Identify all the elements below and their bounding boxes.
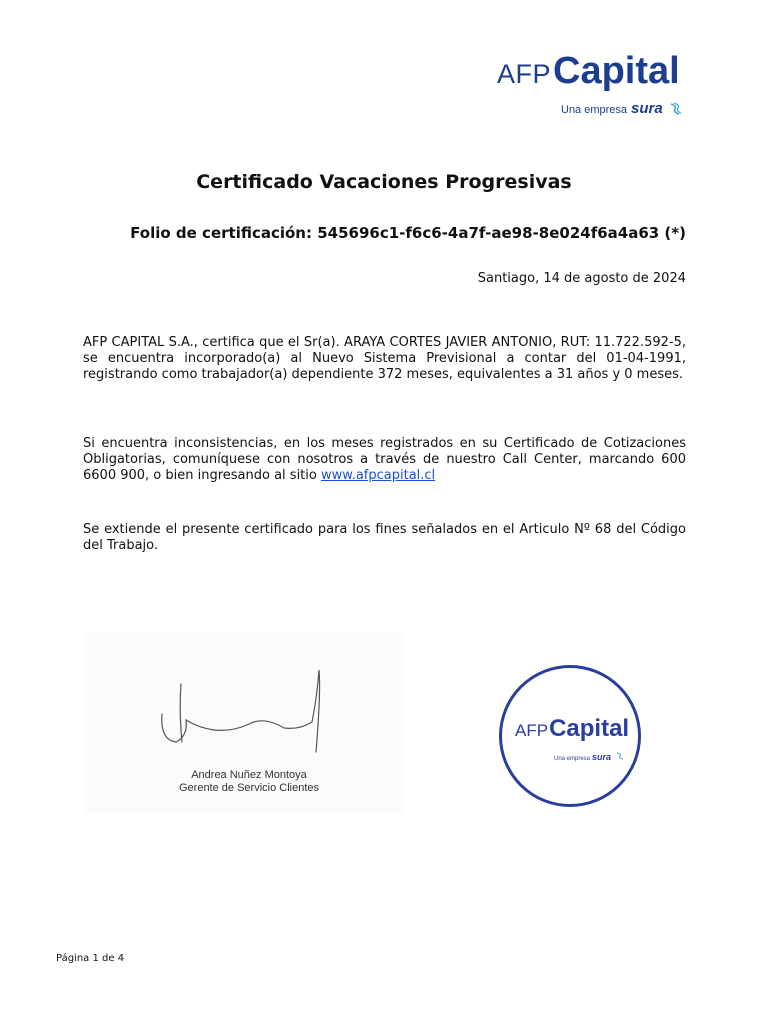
signature-block: [84, 632, 404, 814]
afp-website-link[interactable]: www.afpcapital.cl: [320, 468, 436, 483]
place-date: Santiago, 14 de agosto de 2024: [477, 271, 686, 286]
stamp-sura-wave-icon: [616, 751, 624, 761]
company-stamp: [499, 665, 641, 807]
sura-wave-icon: [669, 101, 681, 117]
stamp-capital-text: Capital: [549, 715, 630, 742]
folio-number: Folio de certificación: 545696c1-f6c6-4a7f-ae98-8e024f6a4a63 (*): [130, 224, 686, 242]
logo-tagline-text: Una empresa: [561, 104, 628, 116]
logo-wordmark: [497, 50, 680, 93]
logo-tagline: [561, 98, 681, 117]
stamp-wordmark: [515, 715, 629, 743]
stamp-tagline: [554, 745, 624, 764]
certificate-title: Certificado Vacaciones Progresivas: [196, 171, 572, 193]
certification-paragraph: AFP CAPITAL S.A., certifica que el Sr(a). ARAYA CORTES JAVIER ANTONIO, RUT: 11.722.592-5, se encuentra incorporado(a) al Nuevo Sistema Previsional a contar del 01-04-1991, registrando como trabajador(a) dependiente 372 meses, equivalentes a 31 años y 0 meses.: [83, 335, 686, 382]
logo-afp-text: AFP: [497, 59, 552, 89]
legal-basis-paragraph: Se extiende el presente certificado para los fines señalados en el Articulo Nº 68 del Código del Trabajo.: [83, 522, 686, 553]
inconsistencies-paragraph: [83, 436, 686, 484]
handwritten-signature: [84, 632, 404, 772]
afp-capital-logo: [497, 44, 687, 120]
page-number: Página 1 de 4: [56, 953, 125, 964]
signatory-role: Gerente de Servicio Clientes: [178, 782, 319, 794]
logo-capital-text: Capital: [553, 50, 680, 92]
inconsistencies-text: Si encuentra inconsistencias, en los meses registrados en su Certificado de Cotizaciones Obligatorias, comuníquese con nosotros a través de nuestro Call Center, marcando 600 6600 900, o bien ingresando al sitio: [83, 436, 686, 483]
signatory-name: Andrea Nuñez Montoya: [191, 769, 307, 781]
stamp-afp-text: AFP: [515, 721, 549, 740]
logo-sura-text: sura: [631, 100, 663, 117]
stamp-tagline-text: Una empresa: [554, 756, 591, 762]
stamp-sura-text: sura: [592, 752, 612, 762]
